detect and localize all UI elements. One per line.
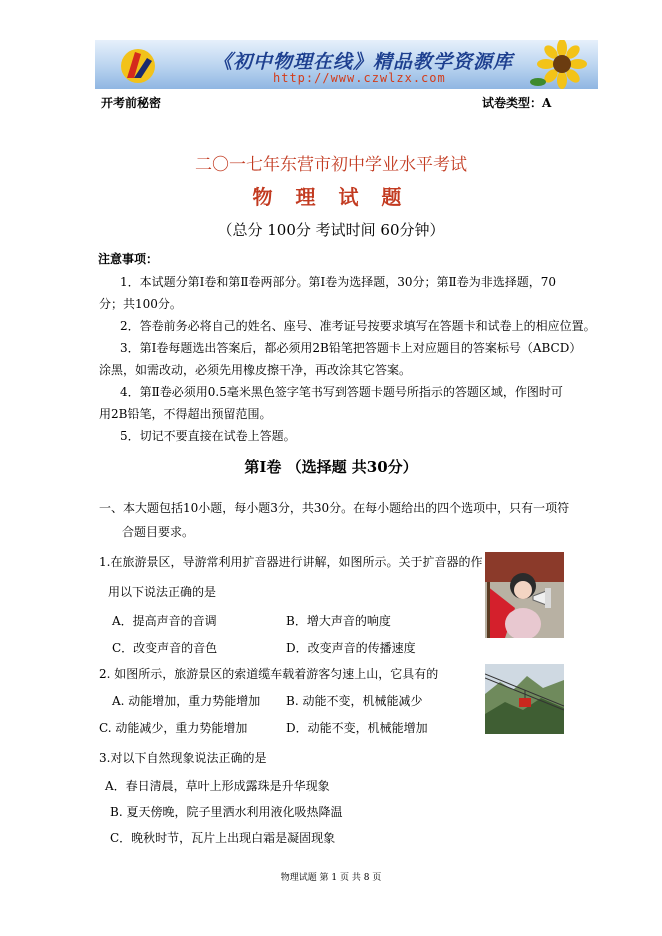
q1-option-a: A．提高声音的音调 [112, 614, 217, 628]
cable-car-photo [485, 664, 564, 734]
notice-line: 1．本试题分第Ⅰ卷和第Ⅱ卷两部分。第Ⅰ卷为选择题，30分；第Ⅱ卷为非选择题，70 [120, 275, 556, 289]
subject-title: 物 理 试 题 [252, 185, 410, 209]
banner-title: 《初中物理在线》精品教学资源库 [213, 51, 514, 73]
page-footer: 物理试题 第 1 页 共 8 页 [280, 873, 382, 883]
banner-url: http://www.czwlzx.com [273, 71, 446, 85]
section-intro-cont: 合题目要求。 [122, 525, 195, 539]
notice-line: 3．第Ⅰ卷每题选出答案后，都必须用2B铅笔把答题卡上对应题目的答案标号（ABCD） [120, 341, 582, 355]
q3-option-a: A．春日清晨，草叶上形成露珠是升华现象 [105, 779, 330, 793]
notice-line: 4．第Ⅱ卷必须用0.5毫米黑色签字笔书写到答题卡题号所指示的答题区域，作图时可 [120, 385, 563, 399]
q3-option-c: C．晚秋时节，瓦片上出现白霜是凝固现象 [110, 831, 336, 845]
q2-option-c: C. 动能减少，重力势能增加 [99, 721, 248, 735]
question-2-stem: 2. 如图所示，旅游景区的索道缆车载着游客匀速上山，它具有的 [99, 667, 439, 681]
exam-title: 二〇一七年东营市初中学业水平考试 [195, 155, 467, 175]
notice-heading: 注意事项： [98, 252, 159, 266]
question-1-stem: 1.在旅游景区，导游常利用扩音器进行讲解，如图所示。关于扩音器的作 [99, 555, 483, 569]
q1-option-c: C．改变声音的音色 [112, 641, 218, 655]
section-title: 第Ⅰ卷 （选择题 共30分） [244, 458, 418, 476]
notice-line: 5．切记不要直接在试卷上答题。 [120, 429, 296, 443]
question-3-stem: 3.对以下自然现象说法正确的是 [99, 751, 267, 765]
q3-option-b: B. 夏天傍晚，院子里洒水利用液化吸热降温 [110, 805, 343, 819]
notice-line: 用2B铅笔，不得超出预留范围。 [99, 407, 272, 421]
banner [95, 40, 598, 89]
tour-guide-photo [485, 552, 564, 638]
q1-option-b: B．增大声音的响度 [286, 614, 391, 628]
q2-option-b: B. 动能不变，机械能减少 [286, 694, 423, 708]
q1-option-d: D．改变声音的传播速度 [286, 641, 416, 655]
q2-option-d: D．动能不变，机械能增加 [286, 721, 428, 735]
question-1-stem-cont: 用以下说法正确的是 [108, 585, 217, 599]
exam-meta: （总分 100分 考试时间 60分钟） [217, 221, 445, 239]
logo-icon [117, 44, 159, 86]
sunflower-icon [530, 40, 590, 89]
section-intro: 一、本大题包括10小题，每小题3分，共30分。在每小题给出的四个选项中，只有一项符 [99, 501, 570, 515]
confidential-label: 开考前秘密 [101, 96, 162, 110]
notice-line: 分；共100分。 [99, 297, 182, 311]
q2-option-a: A. 动能增加，重力势能增加 [112, 694, 261, 708]
notice-line: 2．答卷前务必将自己的姓名、座号、准考证号按要求填写在答题卡和试卷上的相应位置。 [120, 319, 596, 333]
notice-line: 涂黑，如需改动，必须先用橡皮擦干净，再改涂其它答案。 [99, 363, 412, 377]
paper-type-label: 试卷类型：A [482, 96, 552, 110]
